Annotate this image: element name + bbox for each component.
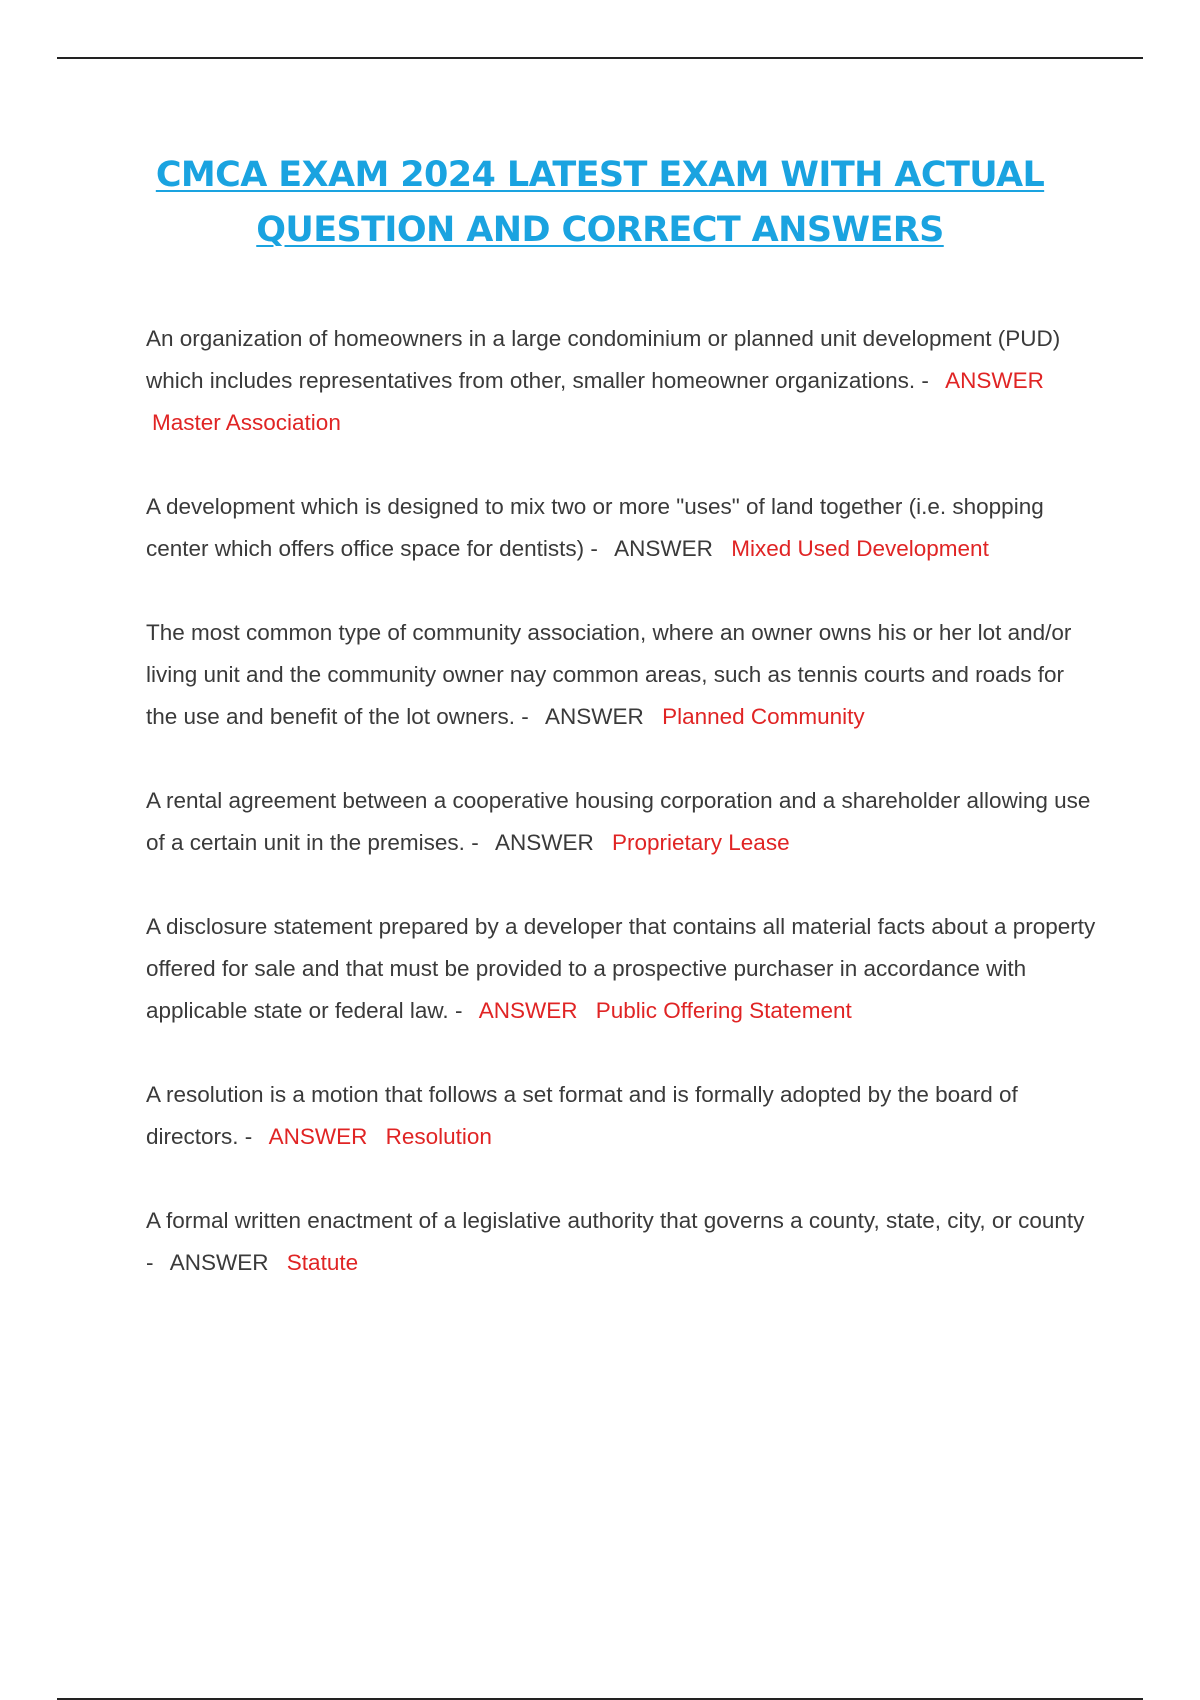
answer-text: Mixed Used Development <box>731 536 989 561</box>
qa-item-6 <box>146 1074 1096 1158</box>
top-divider <box>57 57 1143 59</box>
separator: - <box>146 1250 154 1275</box>
qa-item-1 <box>146 318 1096 444</box>
separator: - <box>921 368 929 393</box>
qa-item-5 <box>146 906 1096 1032</box>
question-text: The most common type of community association, where an owner owns his or her lot and/or living unit and the community owner nay common areas, such as tennis courts and roads for the use and benefit of the lot owners. <box>146 620 1072 729</box>
answer-label: ANSWER <box>945 368 1044 393</box>
answer-label: ANSWER <box>268 1124 368 1149</box>
separator: - <box>244 1124 253 1149</box>
separator: - <box>521 704 529 729</box>
qa-item-3 <box>146 612 1096 738</box>
qa-list <box>146 318 1096 1326</box>
answer-label: ANSWER <box>478 998 578 1023</box>
answer-label: ANSWER <box>545 704 644 729</box>
answer-text: Public Offering Statement <box>595 998 852 1023</box>
document-title <box>100 148 1100 258</box>
answer-label: ANSWER <box>494 830 594 855</box>
separator: - <box>454 998 463 1023</box>
title-line-1: CMCA EXAM 2024 LATEST EXAM WITH ACTUAL <box>155 155 1045 195</box>
title-line-2: QUESTION AND CORRECT ANSWERS <box>256 210 944 250</box>
answer-text: Statute <box>286 1250 359 1275</box>
answer-text: Master Association <box>152 410 341 435</box>
answer-text: Planned Community <box>662 704 865 729</box>
question-text: A resolution is a motion that follows a set format and is formally adopted by the board of directors. <box>146 1082 1018 1149</box>
answer-text: Proprietary Lease <box>611 830 790 855</box>
question-text: A formal written enactment of a legislative authority that governs a county, state, city, or county <box>146 1208 1085 1233</box>
qa-item-4 <box>146 780 1096 864</box>
question-text: A rental agreement between a cooperative housing corporation and a shareholder allowing use of a certain unit in the premises. <box>146 788 1091 855</box>
question-text: A disclosure statement prepared by a developer that contains all material facts about a property offered for sale and that must be provided to a prospective purchaser in accordance with applicable state or federal law. <box>146 914 1096 1023</box>
qa-item-7 <box>146 1200 1096 1284</box>
separator: - <box>471 830 479 855</box>
answer-text: Resolution <box>385 1124 492 1149</box>
question-text: An organization of homeowners in a large condominium or planned unit development (PUD) which includes representatives from other, smaller homeowner organizations. <box>146 326 1061 393</box>
question-text: A development which is designed to mix two or more "uses" of land together (i.e. shopping center which offers office space for dentists) <box>146 494 1044 561</box>
separator: - <box>590 536 598 561</box>
qa-item-2 <box>146 486 1096 570</box>
answer-label: ANSWER <box>614 536 713 561</box>
answer-label: ANSWER <box>169 1250 269 1275</box>
